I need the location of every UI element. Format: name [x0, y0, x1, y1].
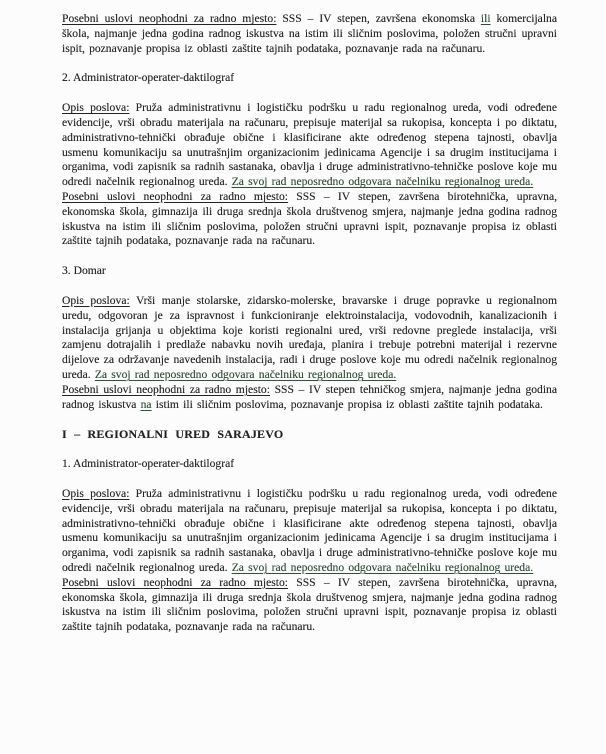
paragraph-posebni-uslovi-prethodno: [62, 12, 557, 56]
underlined-text-run: ili: [480, 12, 491, 25]
text-run: 2. Administrator-operater-daktilograf: [62, 71, 235, 85]
text-run: SSS – IV stepen tehničkog smjera, najmanje jedna godina radnog iskustva: [62, 382, 558, 411]
heading-regionalni-ured-sarajevo: [62, 427, 557, 442]
underlined-text-run: Opis poslova:: [62, 293, 130, 307]
text-run: 3. Domar: [62, 264, 106, 278]
paragraph-opis-poslova-1-sarajevo: [62, 487, 557, 576]
text-run: SSS – IV stepen, završena ekonomska: [276, 12, 481, 25]
underlined-text-run: na: [140, 397, 152, 411]
underlined-text-run: Posebni uslovi neophodni za radno mjesto:: [62, 575, 289, 589]
paragraph-opis-poslova-2: [62, 101, 557, 190]
text-run: 1. Administrator-operater-daktilograf: [62, 457, 235, 471]
text-run: komercijalna škola, najmanje jedna godina radnog iskustva na istim ili sličnim poslovima, položen stručni upravni ispit, poznavanje propisa iz oblasti zaštite tajnih podataka, poznavanje rada na računaru.: [62, 12, 557, 55]
heading-radno-mjesto-1-sarajevo: [62, 457, 557, 472]
underlined-text-run: Za svoj rad neposredno odgovara načelniku regionalnog ureda.: [94, 367, 397, 381]
underlined-text-run: Opis poslova:: [62, 101, 130, 115]
text-run: istim ili sličnim poslovima, poznavanje propisa iz oblasti zaštite tajnih podataka.: [151, 397, 543, 411]
underlined-text-run: Posebni uslovi neophodni za radno mjesto:: [62, 382, 270, 396]
text-run: I – REGIONALNI URED SARAJEVO: [62, 427, 284, 442]
heading-radno-mjesto-2: [62, 71, 557, 86]
text-run: Pruža administrativnu i logističku podršku u radu regionalnog ureda, vodi određene evidencije, vrši obradu materijala na računaru, prepisuje materijal sa rukopisa, koncepta i po diktatu, administrativno-tehnički obrađuje obične i klasificirane akte određenog stepena tajnosti, obavlja usmenu komunikaciju sa unutrašnjim organizacionim jedinicama Agencije i sa drugim institucijama i organima, vodi zapisnik sa radnih sastanaka, obavlja i druge administrativno-tehničke poslove koje mu odredi načelnik regionalnog ureda.: [62, 101, 557, 189]
underlined-text-run: Opis poslova:: [62, 486, 130, 500]
paragraph-opis-poslova-3: [62, 294, 557, 383]
paragraph-posebni-uslovi-3: [62, 383, 557, 413]
underlined-text-run: Posebni uslovi neophodni za radno mjesto:: [62, 189, 289, 203]
text-run: SSS – IV stepen, završena birotehnička, upravna, ekonomska škola, gimnazija ili druga srednja škola društvenog smjera, najmanje jedna godina radnog iskustva na istim ili sličnim poslovima, položen stručni upravni ispit, poznavanje propisa iz oblasti zaštite tajnih podataka, poznavanje rada na računaru.: [62, 189, 558, 248]
paragraph-posebni-uslovi-1-sarajevo: [62, 576, 557, 635]
text-run: Vrši manje stolarske, zidarsko-molerske, bravarske i druge popravke u regionalnom uredu, odgovoran je za ispravnost i funkcioniranje elektroinstalacija, vodovodnih, kanalizacionih i instalacija grijanja u objektima koje koristi regionalni ured, vrši redovne preglede instalacija, vrši zamjenu dotrajalih i predlaže nabavku novih uređaja, planira i trebuje potrebni materijal i rezervne dijelove za održavanje navedenih instalacija, radi i druge poslove koje mu odredi načelnik regionalnog ureda.: [62, 293, 557, 381]
text-run: Pruža administrativnu i logističku podršku u radu regionalnog ureda, vodi određene evidencije, vrši obradu materijala na računaru, prepisuje materijal sa rukopisa, koncepta i po diktatu, administrativno-tehnički obrađuje obične i klasificirane akte određenog stepena tajnosti, obavlja usmenu komunikaciju sa unutrašnjim organizacionim jedinicama Agencije i sa drugim institucijama i organima, vodi zapisnik sa radnih sastanaka, obavlja i druge administrativno-tehničke poslove koje mu odredi načelnik regionalnog ureda.: [62, 486, 557, 574]
underlined-text-run: Za svoj rad neposredno odgovara načelniku regionalnog ureda.: [231, 560, 534, 574]
heading-radno-mjesto-3: [62, 264, 557, 279]
paragraph-posebni-uslovi-2: [62, 190, 557, 249]
underlined-text-run: Za svoj rad neposredno odgovara načelniku regionalnog ureda.: [231, 175, 534, 189]
underlined-text-run: Posebni uslovi neophodni za radno mjesto:: [62, 12, 277, 25]
text-run: SSS – IV stepen, završena birotehnička, upravna, ekonomska škola, gimnazija ili druga srednja škola društvenog smjera, najmanje jedna godina radnog iskustva na istim ili sličnim poslovima, položen stručni upravni ispit, poznavanje propisa iz oblasti zaštite tajnih podataka, poznavanje rada na računaru.: [62, 575, 558, 634]
